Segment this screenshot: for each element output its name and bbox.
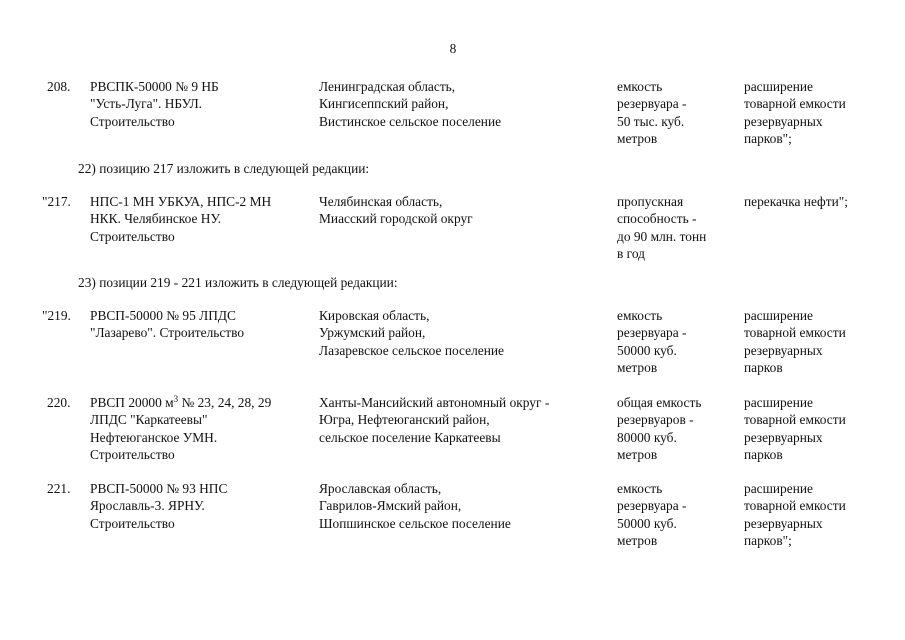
page-number: 8 — [449, 41, 457, 56]
position-number: "217. — [42, 194, 71, 209]
object-capacity: емкость резервуара - 50000 куб. метров — [617, 308, 687, 376]
object-name: РВСП 20000 $м^3$ № 23, 24, 28, 29 ЛПДС "Каркатеевы" Нефтеюганское УМН. Строительство — [90, 394, 272, 463]
object-purpose: расширение товарной емкости резервуарных парков"; — [744, 481, 846, 549]
object-capacity: пропускная способность - до 90 млн. тонн в год — [617, 194, 707, 262]
object-name: РВСП-50000 № 93 НПС Ярославль-3. ЯРНУ. Строительство — [90, 481, 228, 531]
object-name: НПС-1 МН УБКУА, НПС-2 МН НКК. Челябинское НУ. Строительство — [90, 194, 272, 244]
object-location: Ленинградская область, Кингисеппский район, Вистинское сельское поселение — [319, 79, 502, 129]
amendment-instruction: 23) позиции 219 - 221 изложить в следующей редакции: — [78, 275, 398, 290]
position-number: 208. — [47, 79, 71, 94]
object-purpose: расширение товарной емкости резервуарных парков — [744, 308, 846, 376]
position-number: "219. — [42, 308, 71, 323]
object-name: РВСПК-50000 № 9 НБ "Усть-Луга". НБУЛ. Строительство — [90, 79, 219, 129]
amendment-instruction: 22) позицию 217 изложить в следующей редакции: — [78, 161, 370, 176]
object-location: Челябинская область, Миасский городской округ — [319, 194, 473, 227]
object-location: Ханты-Мансийский автономный округ - Югра, Нефтеюганский район, сельское поселение Каркатеевы — [319, 395, 550, 445]
object-purpose: перекачка нефти"; — [744, 194, 848, 209]
position-number: 220. — [47, 395, 71, 410]
object-location: Кировская область, Уржумский район, Лазаревское сельское поселение — [319, 308, 504, 358]
object-purpose: расширение товарной емкости резервуарных парков — [744, 395, 846, 463]
object-capacity: общая емкость резервуаров - 80000 куб. метров — [617, 395, 702, 463]
object-location: Ярославская область, Гаврилов-Ямский район, Шопшинское сельское поселение — [319, 481, 511, 531]
object-purpose: расширение товарной емкости резервуарных парков"; — [744, 79, 846, 147]
position-number: 221. — [47, 481, 71, 496]
object-capacity: емкость резервуара - 50000 куб. метров — [617, 481, 687, 549]
object-name: РВСП-50000 № 95 ЛПДС "Лазарево". Строительство — [90, 308, 245, 341]
object-capacity: емкость резервуара - 50 тыс. куб. метров — [617, 79, 687, 147]
